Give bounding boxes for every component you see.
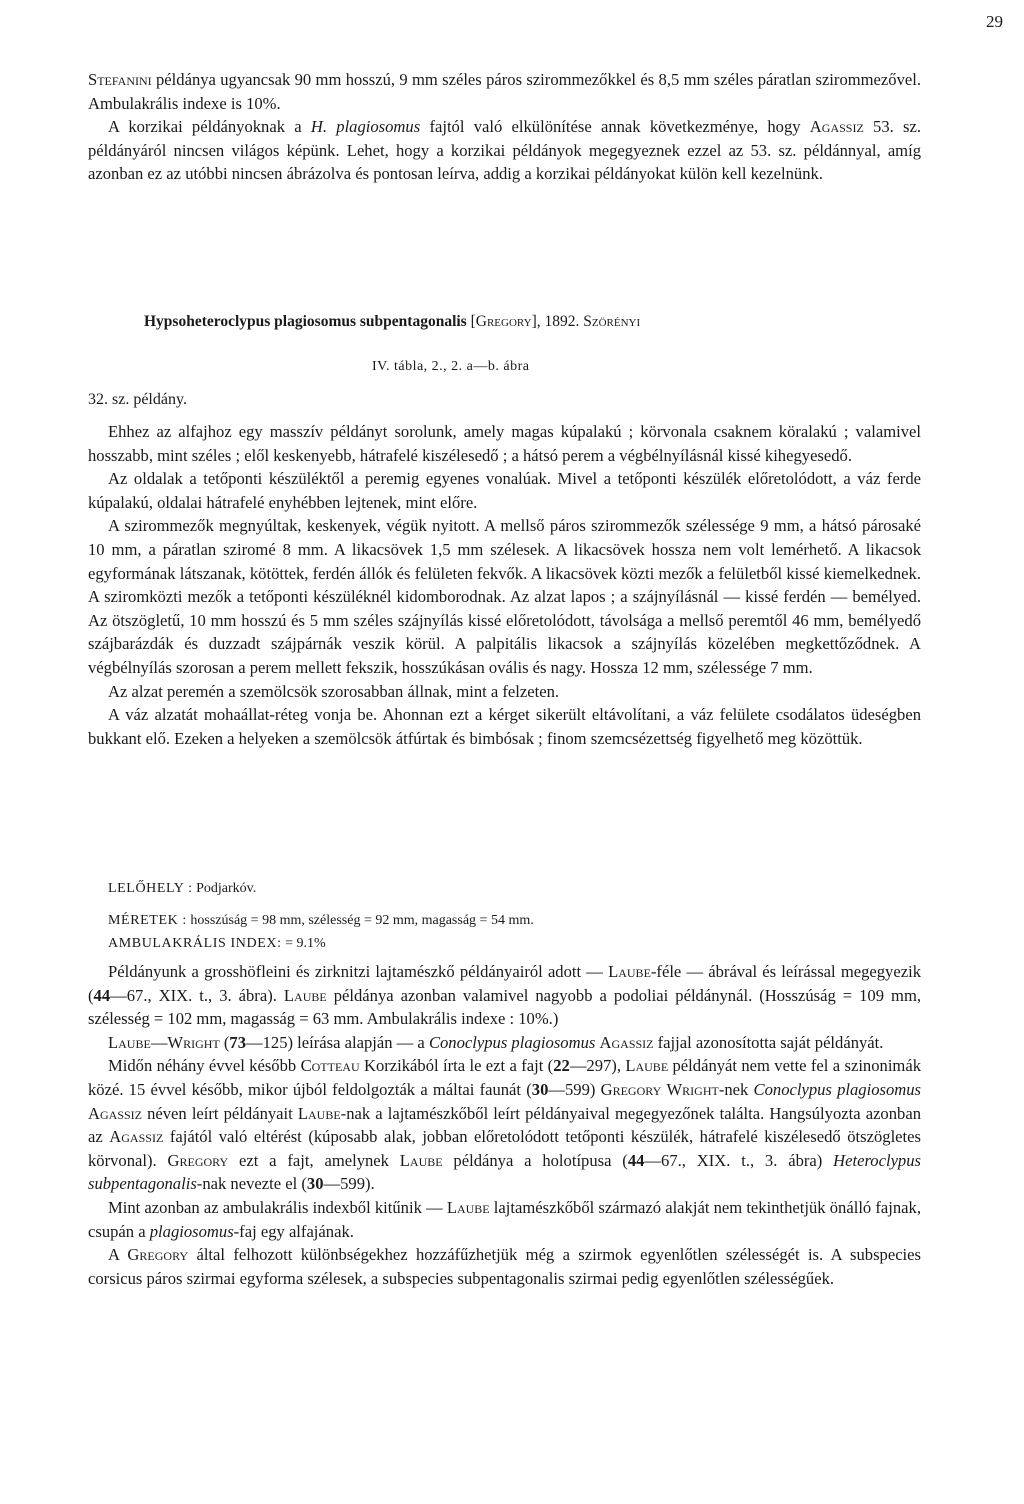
author-name: Agassiz <box>109 1127 164 1147</box>
author-name: Agassiz <box>809 117 864 137</box>
author-name: Gregory <box>127 1245 189 1265</box>
text-run: által felhozott különbségekhez hozzáfűzhetjük még a szirmok egyenlőtlen szélességét is. A subspecies corsicus páros szirmai egyforma szélesek, a subspecies subpentagonalis szirmai pedig egyenlőtlen szélességűek. <box>88 1245 921 1288</box>
text-run: A <box>108 1245 128 1265</box>
ambulacral-index-label: AMBULAKRÁLIS INDEX: <box>108 936 282 951</box>
page-number: 29 <box>986 12 1003 31</box>
paragraph: Az oldalak a tetőponti készüléktől a peremig egyenes vonalúak. Mivel a tetőponti készülék előretolódott, a váz ferde kúpalakú, oldalai hátrafelé enyhébben lejtenek, mint előre. <box>88 469 921 512</box>
locality-label: LELŐHELY : <box>108 881 193 896</box>
locality-line <box>108 877 256 901</box>
intro-text <box>88 68 921 186</box>
measurements-line <box>108 909 534 933</box>
text-run: -féle — ábrával és leírással megegyezik ( <box>88 962 921 1005</box>
paragraph: A váz alzatát mohaállat-réteg vonja be. Ahonnan ezt a kérget sikerült eltávolítani, a váz felülete csodálatos üdeségben bukkant elő. Ezeken a helyeken a szemölcsök átfúrtak és bimbósak ; finom szemcsézettség figyelhető meg közöttük. <box>88 705 921 748</box>
text-run: fajjal azonosította saját példányát. <box>653 1032 884 1052</box>
text-run: —125) leírása alapján — a <box>246 1032 429 1052</box>
paragraph <box>88 68 921 115</box>
paragraph <box>88 1054 921 1196</box>
author-name: Laube <box>625 1056 669 1076</box>
paragraph <box>88 1031 921 1055</box>
text-run: fajtól való elkülönítése annak következménye, hogy <box>420 117 810 137</box>
text-run: -faj egy alfajának. <box>233 1221 354 1241</box>
author-name: Agassiz <box>88 1103 142 1123</box>
species-title: Hypsoheteroclypus plagiosomus subpentagonalis <box>144 313 467 330</box>
text-run: Korzikából írta le ezt a fajt ( <box>359 1056 554 1076</box>
taxon-name: Heteroclypus subpentagonalis <box>88 1150 921 1194</box>
text-run: lajtamészkőből származó alakját nem tekinthetjük önálló fajnak, csupán a <box>88 1197 921 1241</box>
text-run: fajától való eltérést (kúposabb alak, jobban előretolódott tetőponti készülék, hátrafelé kiszélesedő ötszögletes körvonal). <box>88 1127 921 1170</box>
text-run: — <box>150 1032 168 1052</box>
text-run: —599) <box>548 1079 601 1099</box>
text-run: példánya azonban valamivel nagyobb a podoliai példánynál. (Hosszúság = 109 mm, szélesség = 102 mm, magasság = 63 mm. Ambulakrális indexe : 10%.) <box>88 985 921 1029</box>
text-run: néven leírt példányait <box>142 1103 298 1123</box>
reference-number: 30 <box>531 1079 549 1099</box>
paragraph: Az alzat peremén a szemölcsök szorosabban állnak, mint a felzeten. <box>108 681 560 701</box>
taxon-name: Conoclypus plagiosomus <box>753 1079 921 1099</box>
paragraph: Ehhez az alfajhoz egy masszív példányt sorolunk, amely magas kúpalakú ; körvonala csaknem köralakú ; valamivel hosszabb, mint széles ; elől keskenyebb, hátrafelé kiszélesedő ; a hátsó perem a végbélnyílásnál kissé kihegyesedő. <box>88 422 921 465</box>
author-name: Agassiz <box>599 1032 654 1052</box>
text-run: ezt a fajt, amelynek <box>228 1150 400 1170</box>
author-name: Gregory <box>167 1150 229 1170</box>
author-name: Laube <box>446 1197 490 1217</box>
text-run: —67., XIX. t., 3. ábra). <box>110 985 284 1005</box>
reference-number: 73 <box>229 1032 247 1052</box>
reference-number: 44 <box>93 985 111 1005</box>
author-name: Laube <box>297 1103 341 1123</box>
taxon-name: H. plagiosomus <box>310 117 421 137</box>
text-run: példánya a holotípusa ( <box>442 1150 628 1170</box>
author-name: Stefanini <box>88 70 152 89</box>
discussion-text <box>88 960 921 1290</box>
heading-year: ], 1892. <box>531 313 584 330</box>
text-run: Példányunk a grosshöfleini és zirknitzi lajtamészkő példányairól adott — <box>108 962 609 981</box>
text-run: Midőn néhány évvel később <box>108 1056 301 1076</box>
measurements-label: MÉRETEK : <box>108 913 187 928</box>
paragraph: A szirommezők megnyúltak, keskenyek, végük nyitott. A mellső páros szirommezők szélessége 9 mm, a hátsó párosaké 10 mm, a páratlan sziromé 8 mm. A likacsövek 1,5 mm szélesek. A likacsövek hossza nem volt lemérhető. A likacsok egyformának látszanak, kötöttek, ferdén állók és felületen fekvők. A likacsövek közti mezők a felületből kissé kiemelkednek. A sziromközti mezők a tetőponti készüléknél kidomborodnak. Az alzat lapos ; a szájnyílásnál — kissé ferdén — bemélyed. Az ötszögletű, 10 mm hosszú és 5 mm széles szájnyílás kissé előretolódott, távolsága a mellső peremtől 46 mm, bemélyedő szájbarázdák és duzzadt szájpárnák veszik körül. A palpitális likacsok a szájnyílás közelében megkettőződnek. A végbélnyílás szorosan a perem mellett fekszik, hosszúkásan ovális és nagy. Hossza 12 mm, szélessége 7 mm. <box>88 516 921 677</box>
reference-number: 44 <box>627 1150 645 1170</box>
text-run: -nek <box>718 1079 754 1099</box>
text-run: 53. sz. példányáról nincsen világos képünk. Lehet, hogy a korzikai példányok megegyeznek ezzel az 53. sz. példánnyal, amíg azonban ez az utóbbi nincsen ábrázolva és pontosan leírva, addig a korzikai példányokat külön kell kezelnünk. <box>88 117 922 184</box>
paragraph <box>88 960 921 1031</box>
text-run: —67., XIX. t., 3. ábra) <box>644 1150 834 1170</box>
text-run: A korzikai példányoknak a <box>108 117 311 137</box>
text-run: -nak nevezte el ( <box>196 1174 307 1194</box>
author-name: Cotteau <box>300 1056 360 1076</box>
taxon-name: plagiosomus <box>149 1221 234 1241</box>
heading-author-2: Szörényi <box>583 313 641 330</box>
author-name: Laube <box>399 1150 443 1170</box>
text-run: —599). <box>323 1174 375 1194</box>
reference-number: 30 <box>306 1174 324 1194</box>
reference-number: 22 <box>553 1056 570 1076</box>
heading-author: Gregory <box>475 313 532 330</box>
text-run: -nak a lajtamészkőből leírt példányaival megegyezőnek találta. Hangsúlyozta azonban az <box>88 1103 921 1147</box>
text-run: példánya ugyancsak 90 mm hosszú, 9 mm széles páros szirommezőkkel és 8,5 mm széles páratlan szirommezővel. Ambulakrális indexe is 10%. <box>88 70 921 113</box>
author-name: Laube <box>108 1032 151 1052</box>
plate-reference: IV. tábla, 2., 2. a—b. ábra <box>372 359 530 374</box>
author-name: Laube <box>283 985 327 1005</box>
paragraph <box>88 1243 921 1290</box>
text-run: Mint azonban az ambulakrális indexből kitűnik — <box>108 1197 447 1217</box>
ambulacral-index-value: = 9.1% <box>285 936 326 951</box>
ambulacral-index-line <box>108 932 326 956</box>
author-name: Gregory <box>600 1079 662 1099</box>
paragraph <box>88 115 921 186</box>
description-text <box>88 420 921 750</box>
heading-bracket: [ <box>466 313 476 330</box>
text-run: ( <box>219 1032 230 1052</box>
author-name: Laube <box>608 962 651 981</box>
specimen-number: 32. sz. példány. <box>88 391 187 408</box>
paragraph <box>88 1196 921 1243</box>
author-name: Wright <box>666 1079 719 1099</box>
author-name: Wright <box>167 1032 220 1052</box>
text-run: —297), <box>569 1056 626 1076</box>
taxon-name: Conoclypus plagiosomus <box>428 1032 596 1052</box>
text-run: példányát nem vette fel a szinonimák közé. 15 évvel később, mikor újból feldolgozták a máltai faunát ( <box>88 1056 921 1099</box>
locality-value: Podjarkóv. <box>196 881 257 896</box>
species-heading <box>144 310 944 334</box>
measurements-value: hosszúság = 98 mm, szélesség = 92 mm, magasság = 54 mm. <box>190 913 534 928</box>
